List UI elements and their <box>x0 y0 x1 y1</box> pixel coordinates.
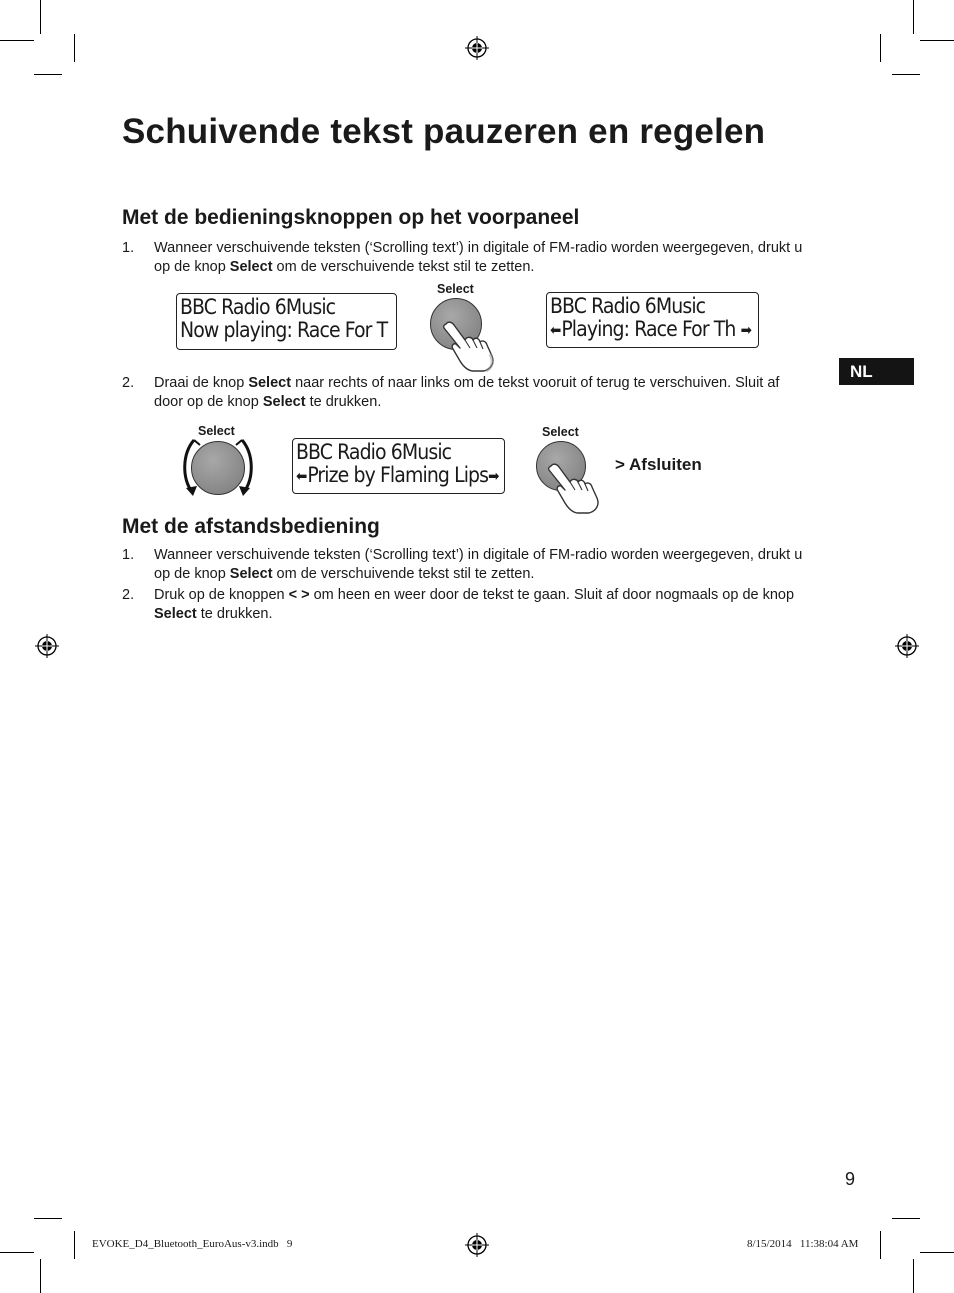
item-text-part: naar rechts of naar links om de tekst vooruit of terug te verschuiven. Sluit af door op de knop <box>154 375 780 410</box>
arrow-right-icon: ➡ <box>488 467 500 485</box>
registration-mark-icon <box>35 634 59 658</box>
arrow-left-icon: ⬅ <box>296 467 308 485</box>
crop-mark <box>0 40 34 41</box>
select-knob-label: Select <box>198 424 235 438</box>
crop-mark <box>40 1259 41 1293</box>
item-text <box>154 239 804 277</box>
crop-mark <box>892 74 920 75</box>
select-knob-label: Select <box>437 282 474 296</box>
item-text-part: om heen en weer door de tekst te gaan. Sluit af door nogmaals op de knop <box>309 587 795 603</box>
item-text-bold: Select <box>262 394 306 410</box>
item-text-bold: < > <box>288 587 310 603</box>
item-text <box>154 546 804 584</box>
crop-mark <box>74 34 75 62</box>
lcd-line-1: BBC Radio 6Music <box>180 295 336 319</box>
item-number: 1. <box>122 547 135 563</box>
lcd-line-1: BBC Radio 6Music <box>296 440 452 464</box>
item-number: 1. <box>122 240 135 256</box>
item-text-bold: Select <box>248 375 292 391</box>
crop-mark <box>880 34 881 62</box>
item-text-part: te drukken. <box>305 394 382 410</box>
finger-press-icon <box>543 458 605 514</box>
item-text-part: Druk op de knoppen <box>154 587 289 603</box>
item-number: 2. <box>122 375 135 391</box>
footer-timestamp: 8/15/2014 11:38:04 AM <box>747 1238 859 1250</box>
item-text-bold: Select <box>229 259 273 275</box>
arrow-right-icon: ➡ <box>740 321 752 339</box>
crop-mark <box>74 1231 75 1259</box>
crop-mark <box>34 74 62 75</box>
list-item <box>122 374 812 414</box>
crop-mark <box>34 1218 62 1219</box>
item-text-part: te drukken. <box>196 606 273 622</box>
finger-press-icon <box>438 316 500 372</box>
crop-mark <box>920 1252 954 1253</box>
language-tab: NL <box>839 358 914 385</box>
crop-mark <box>0 1252 34 1253</box>
item-text-part: Wanneer verschuivende teksten (‘Scrolling text’) in digitale of FM-radio worden weergegeven, drukt u op de knop <box>154 240 803 275</box>
item-text-part: Draai de knop <box>154 375 249 391</box>
item-text-bold: Select <box>154 606 197 622</box>
crop-mark <box>920 40 954 41</box>
page-number: 9 <box>845 1169 856 1189</box>
registration-mark-icon <box>465 1233 489 1257</box>
crop-mark <box>913 0 914 34</box>
list-item <box>122 239 812 279</box>
crop-mark <box>880 1231 881 1259</box>
lcd-line-1: BBC Radio 6Music <box>550 294 706 318</box>
item-text-part: Wanneer verschuivende teksten (‘Scrolling text’) in digitale of FM-radio worden weergegeven, drukt u op de knop <box>154 547 803 582</box>
item-text <box>154 374 804 412</box>
lcd-display-manual-scroll <box>292 438 505 494</box>
exit-label: > Afsluiten <box>615 455 702 474</box>
item-text-part: om de verschuivende tekst stil te zetten. <box>272 566 535 582</box>
crop-mark <box>892 1218 920 1219</box>
section-heading-front-panel: Met de bedieningsknoppen op het voorpaneel <box>122 206 580 229</box>
item-number: 2. <box>122 587 135 603</box>
registration-mark-icon <box>895 634 919 658</box>
crop-mark <box>913 1259 914 1293</box>
registration-mark-icon <box>465 36 489 60</box>
page-title: Schuivende tekst pauzeren en regelen <box>122 112 766 151</box>
lcd-line-2: Playing: Race For Th <box>561 317 736 341</box>
item-text-part: om de verschuivende tekst stil te zetten. <box>272 259 535 275</box>
lcd-display-scrolling <box>176 293 397 350</box>
footer-file-name: EVOKE_D4_Bluetooth_EuroAus-v3.indb 9 <box>92 1238 293 1250</box>
lcd-line-2: Prize by Flaming Lips <box>307 463 489 487</box>
lcd-display-paused <box>546 292 759 348</box>
list-item <box>122 586 812 626</box>
select-knob-label: Select <box>542 425 579 439</box>
list-item <box>122 546 812 586</box>
crop-mark <box>40 0 41 34</box>
lcd-line-2: Now playing: Race For T <box>180 318 388 342</box>
select-knob[interactable] <box>191 441 245 495</box>
section-heading-remote: Met de afstandsbediening <box>122 515 380 538</box>
item-text <box>154 586 804 624</box>
arrow-left-icon: ⬅ <box>550 321 562 339</box>
item-text-bold: Select <box>229 566 273 582</box>
